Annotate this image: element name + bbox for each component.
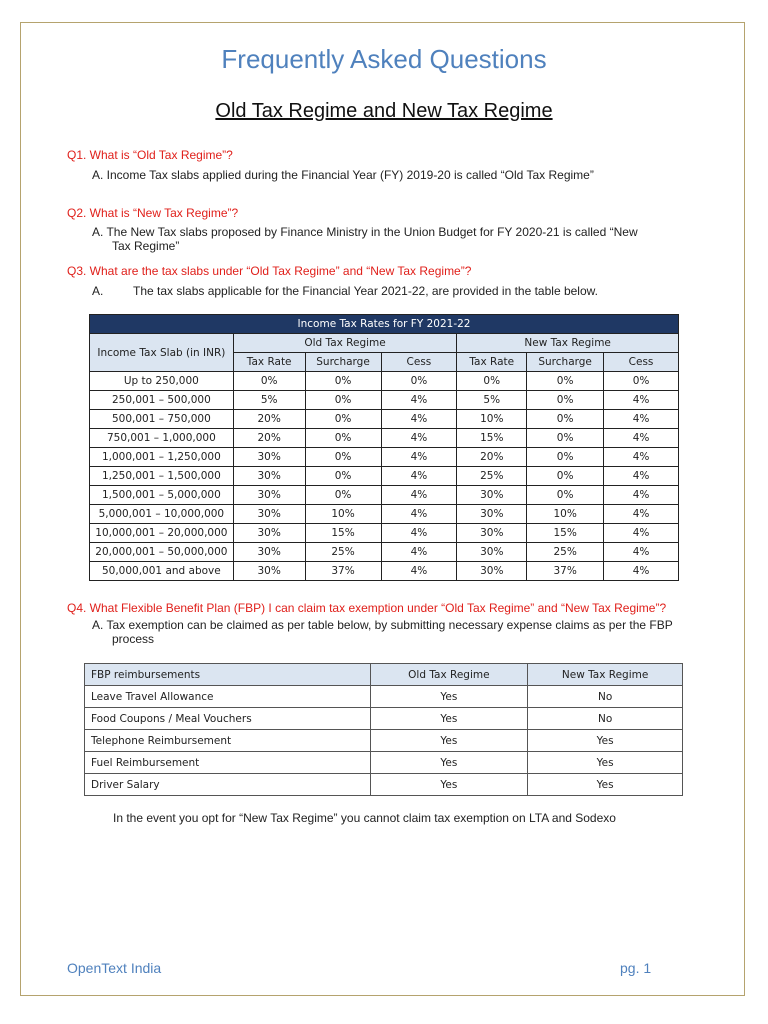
table-cell: No — [528, 708, 683, 730]
table-cell: 4% — [381, 505, 457, 524]
table-cell: 4% — [604, 562, 679, 581]
table-cell: 30% — [233, 467, 305, 486]
table-row — [85, 774, 683, 796]
question-4: Q4. What Flexible Benefit Plan (FBP) I can claim tax exemption under “Old Tax Regime” and “New Tax Regime”? — [67, 601, 667, 615]
new-regime-header: New Tax Regime — [457, 334, 679, 353]
page-title: Frequently Asked Questions — [221, 44, 547, 74]
subheader-cell: Surcharge — [305, 353, 381, 372]
table-row — [90, 429, 679, 448]
table-cell: 1,000,001 – 1,250,000 — [90, 448, 234, 467]
table-cell: 30% — [233, 505, 305, 524]
table-cell: 5% — [233, 391, 305, 410]
subheader-cell: Cess — [381, 353, 457, 372]
table-cell: Yes — [370, 708, 528, 730]
table-cell: 20,000,001 – 50,000,000 — [90, 543, 234, 562]
table-cell: 0% — [233, 372, 305, 391]
table-row — [90, 524, 679, 543]
footer-company: OpenText India — [67, 960, 162, 976]
answer-4-cont: process — [112, 632, 155, 646]
table-cell: New Tax Regime — [528, 664, 683, 686]
table-cell: No — [528, 686, 683, 708]
table-cell: 4% — [381, 467, 457, 486]
table-cell: 0% — [305, 372, 381, 391]
table-cell: 4% — [381, 391, 457, 410]
table-cell: 0% — [527, 486, 604, 505]
table-row — [90, 505, 679, 524]
table-title: Income Tax Rates for FY 2021-22 — [90, 315, 679, 334]
table-cell: 30% — [457, 505, 527, 524]
table-cell: 10,000,001 – 20,000,000 — [90, 524, 234, 543]
table-cell: 4% — [381, 543, 457, 562]
table-cell: 25% — [527, 543, 604, 562]
table-cell: 5% — [457, 391, 527, 410]
table-cell: 30% — [457, 524, 527, 543]
table-cell: 4% — [604, 448, 679, 467]
footer-page-number: pg. 1 — [620, 960, 652, 976]
table-row — [85, 730, 683, 752]
answer-3: The tax slabs applicable for the Financial Year 2021-22, are provided in the table below. — [133, 284, 598, 298]
table-cell: Food Coupons / Meal Vouchers — [85, 708, 371, 730]
table-cell: 30% — [233, 543, 305, 562]
table-cell: Yes — [370, 774, 528, 796]
table-cell: 0% — [381, 372, 457, 391]
table-cell: 4% — [381, 562, 457, 581]
table-cell: 0% — [457, 372, 527, 391]
table-cell: 0% — [305, 448, 381, 467]
table-cell: 4% — [604, 486, 679, 505]
table-cell: 0% — [527, 372, 604, 391]
table-cell: 15% — [457, 429, 527, 448]
fbp-table — [84, 663, 683, 796]
table-cell: 0% — [527, 391, 604, 410]
table-cell: 4% — [381, 448, 457, 467]
table-row — [90, 410, 679, 429]
subheader-cell: Surcharge — [527, 353, 604, 372]
table-row — [90, 467, 679, 486]
table-cell: 4% — [381, 524, 457, 543]
table-cell: 30% — [233, 448, 305, 467]
table-row — [90, 372, 679, 391]
table-cell: 1,500,001 – 5,000,000 — [90, 486, 234, 505]
table-cell: 250,001 – 500,000 — [90, 391, 234, 410]
table-cell: Old Tax Regime — [370, 664, 528, 686]
table-cell: Fuel Reimbursement — [85, 752, 371, 774]
table-cell: Yes — [528, 730, 683, 752]
table-cell: 15% — [527, 524, 604, 543]
table-cell: 37% — [527, 562, 604, 581]
table-cell: 5,000,001 – 10,000,000 — [90, 505, 234, 524]
table-cell: 4% — [381, 486, 457, 505]
table-cell: FBP reimbursements — [85, 664, 371, 686]
table-cell: 25% — [305, 543, 381, 562]
table-cell: Leave Travel Allowance — [85, 686, 371, 708]
table-cell: 4% — [604, 543, 679, 562]
table-row — [90, 543, 679, 562]
answer-1: A. Income Tax slabs applied during the Financial Year (FY) 2019-20 is called “Old Tax Regime” — [92, 168, 594, 182]
note: In the event you opt for “New Tax Regime” you cannot claim tax exemption on LTA and Sodexo — [113, 811, 616, 825]
table-cell: 30% — [457, 486, 527, 505]
question-3: Q3. What are the tax slabs under “Old Tax Regime” and “New Tax Regime”? — [67, 264, 472, 278]
table-cell: 4% — [381, 410, 457, 429]
table-cell: 10% — [527, 505, 604, 524]
table-cell: 750,001 – 1,000,000 — [90, 429, 234, 448]
table-cell: 1,250,001 – 1,500,000 — [90, 467, 234, 486]
table-cell: 500,001 – 750,000 — [90, 410, 234, 429]
table-cell: 4% — [604, 524, 679, 543]
question-1: Q1. What is “Old Tax Regime”? — [67, 148, 233, 162]
table-cell: 25% — [457, 467, 527, 486]
table-cell: Up to 250,000 — [90, 372, 234, 391]
table-cell: 4% — [604, 429, 679, 448]
table-row — [85, 708, 683, 730]
table-cell: Yes — [528, 752, 683, 774]
table-row — [90, 448, 679, 467]
question-2: Q2. What is “New Tax Regime”? — [67, 206, 239, 220]
table-cell: 0% — [305, 467, 381, 486]
table-cell: 0% — [305, 486, 381, 505]
table-cell: 0% — [527, 410, 604, 429]
table-cell: 10% — [457, 410, 527, 429]
income-tax-rates-table — [89, 314, 679, 581]
old-regime-header: Old Tax Regime — [233, 334, 457, 353]
table-cell: 0% — [527, 467, 604, 486]
table-cell: 4% — [604, 410, 679, 429]
answer-3-label: A. — [92, 284, 104, 298]
table-row — [85, 686, 683, 708]
table-cell: 30% — [457, 562, 527, 581]
table-cell: 37% — [305, 562, 381, 581]
table-cell: 30% — [233, 524, 305, 543]
subheader-cell: Tax Rate — [457, 353, 527, 372]
answer-2: A. The New Tax slabs proposed by Finance Ministry in the Union Budget for FY 2020-21 is called “New — [92, 225, 638, 239]
table-row — [90, 562, 679, 581]
table-row — [90, 486, 679, 505]
table-cell: Telephone Reimbursement — [85, 730, 371, 752]
table-row — [85, 752, 683, 774]
table-cell: Yes — [528, 774, 683, 796]
table-cell: Yes — [370, 752, 528, 774]
table-row — [90, 391, 679, 410]
table-cell: 0% — [604, 372, 679, 391]
table-cell: 4% — [604, 505, 679, 524]
table-cell: 20% — [457, 448, 527, 467]
table-cell: 0% — [305, 429, 381, 448]
subheader-cell: Cess — [604, 353, 679, 372]
table-header-row — [85, 664, 683, 686]
table-cell: 20% — [233, 410, 305, 429]
table-cell: 0% — [527, 448, 604, 467]
table-cell: Driver Salary — [85, 774, 371, 796]
table-cell: Yes — [370, 730, 528, 752]
table-cell: 30% — [233, 562, 305, 581]
answer-2-cont: Tax Regime” — [112, 239, 180, 253]
table-cell: 20% — [233, 429, 305, 448]
page-subtitle: Old Tax Regime and New Tax Regime — [215, 100, 553, 122]
answer-4: A. Tax exemption can be claimed as per table below, by submitting necessary expense claims as per the FBP — [92, 618, 673, 632]
table-cell: 0% — [527, 429, 604, 448]
table-cell: 30% — [457, 543, 527, 562]
table-cell: 0% — [305, 391, 381, 410]
table-cell: Yes — [370, 686, 528, 708]
table-cell: 50,000,001 and above — [90, 562, 234, 581]
table-cell: 4% — [604, 391, 679, 410]
table-cell: 4% — [604, 467, 679, 486]
table-cell: 15% — [305, 524, 381, 543]
table-cell: 30% — [233, 486, 305, 505]
table-cell: 10% — [305, 505, 381, 524]
table-cell: 0% — [305, 410, 381, 429]
table-cell: 4% — [381, 429, 457, 448]
subheader-cell: Tax Rate — [233, 353, 305, 372]
slab-header: Income Tax Slab (in INR) — [90, 334, 234, 372]
